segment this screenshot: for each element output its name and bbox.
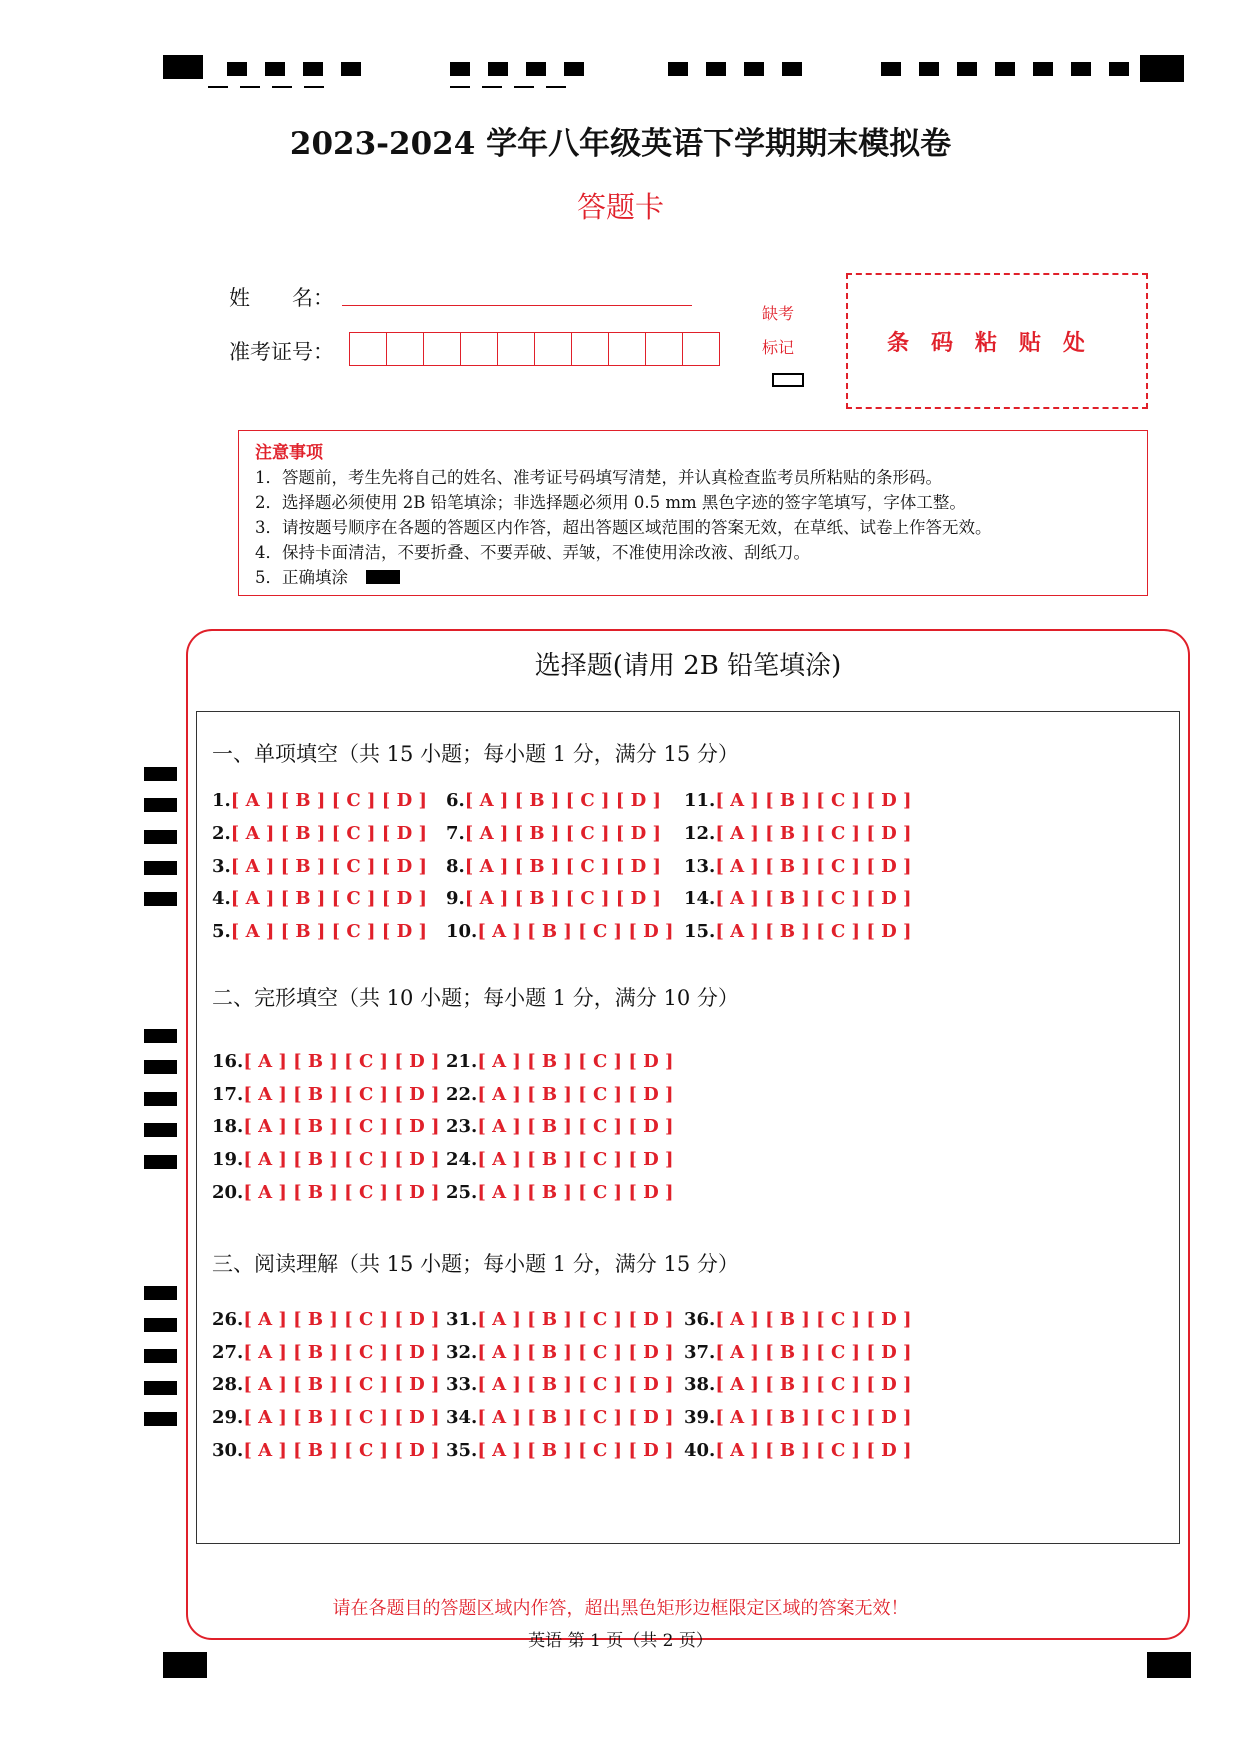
- answer-options[interactable]: [ A ] [ B ] [ C ] [ D ]: [477, 1440, 674, 1461]
- question-number: 10.: [446, 921, 478, 942]
- answer-options[interactable]: [ A ] [ B ] [ C ] [ D ]: [230, 823, 427, 844]
- absent-label-2: 标记: [762, 338, 795, 357]
- question-number: 40.: [684, 1440, 716, 1461]
- question-row[interactable]: [684, 790, 912, 811]
- question-number: 15.: [684, 921, 716, 942]
- id-digit-box[interactable]: [535, 333, 572, 365]
- question-row[interactable]: [446, 790, 661, 811]
- note-item: 3．请按题号顺序在各题的答题区内作答，超出答题区域范围的答案无效，在草纸、试卷上作答无效。: [255, 518, 992, 537]
- timing-mark: [163, 1652, 207, 1678]
- question-row[interactable]: [446, 1084, 674, 1105]
- answer-options[interactable]: [ A ] [ B ] [ C ] [ D ]: [243, 1182, 440, 1203]
- question-number: 30.: [212, 1440, 244, 1461]
- note-item: 4．保持卡面清洁，不要折叠、不要弄破、弄皱，不准使用涂改液、刮纸刀。: [255, 543, 810, 562]
- timing-mark: [782, 62, 802, 76]
- question-number: 13.: [684, 856, 716, 877]
- timing-dash: [240, 86, 260, 88]
- answer-options[interactable]: [ A ] [ B ] [ C ] [ D ]: [477, 1374, 674, 1395]
- timing-mark: [526, 62, 546, 76]
- question-row[interactable]: [212, 1407, 440, 1428]
- page-title: 2023-2024 学年八年级英语下学期期末模拟卷: [289, 126, 952, 162]
- id-digit-box[interactable]: [424, 333, 461, 365]
- timing-mark: [163, 55, 203, 79]
- question-number: 23.: [446, 1116, 478, 1137]
- question-number: 2.: [212, 823, 231, 844]
- question-row[interactable]: [446, 1116, 674, 1137]
- question-row[interactable]: [212, 888, 427, 909]
- timing-mark: [341, 62, 361, 76]
- name-label: 姓 名：: [229, 286, 334, 310]
- notes-box: [238, 430, 1148, 596]
- notes-heading: 注意事项: [255, 443, 323, 463]
- answer-options[interactable]: [ A ] [ B ] [ C ] [ D ]: [464, 790, 661, 811]
- question-number: 38.: [684, 1374, 716, 1395]
- timing-mark: [564, 62, 584, 76]
- timing-mark: [919, 62, 939, 76]
- question-row[interactable]: [212, 1084, 440, 1105]
- question-row[interactable]: [684, 1309, 912, 1330]
- question-row[interactable]: [446, 1440, 674, 1461]
- question-number: 21.: [446, 1051, 478, 1072]
- timing-mark: [1033, 62, 1053, 76]
- timing-mark: [144, 1029, 177, 1043]
- part-heading-1: 一、单项填空（共 15 小题；每小题 1 分，满分 15 分）: [212, 742, 739, 766]
- timing-mark: [881, 62, 901, 76]
- timing-mark: [303, 62, 323, 76]
- question-number: 26.: [212, 1309, 244, 1330]
- question-number: 33.: [446, 1374, 478, 1395]
- question-row[interactable]: [446, 1407, 674, 1428]
- timing-mark: [744, 62, 764, 76]
- answer-options[interactable]: [ A ] [ B ] [ C ] [ D ]: [230, 790, 427, 811]
- answer-options[interactable]: [ A ] [ B ] [ C ] [ D ]: [477, 1084, 674, 1105]
- timing-mark: [144, 1123, 177, 1137]
- timing-mark: [488, 62, 508, 76]
- timing-mark: [144, 1092, 177, 1106]
- part-heading-2: 二、完形填空（共 10 小题；每小题 1 分，满分 10 分）: [212, 986, 739, 1010]
- timing-dash: [450, 86, 470, 88]
- question-row[interactable]: [212, 1116, 440, 1137]
- answer-options[interactable]: [ A ] [ B ] [ C ] [ D ]: [715, 1309, 912, 1330]
- question-number: 7.: [446, 823, 465, 844]
- answer-options[interactable]: [ A ] [ B ] [ C ] [ D ]: [477, 1116, 674, 1137]
- timing-mark: [957, 62, 977, 76]
- timing-mark: [668, 62, 688, 76]
- timing-dash: [514, 86, 534, 88]
- timing-dash: [546, 86, 566, 88]
- timing-mark: [144, 1381, 177, 1395]
- answer-options[interactable]: [ A ] [ B ] [ C ] [ D ]: [243, 1440, 440, 1461]
- answer-options[interactable]: [ A ] [ B ] [ C ] [ D ]: [715, 921, 912, 942]
- timing-mark: [144, 1349, 177, 1363]
- question-row[interactable]: [212, 1182, 440, 1203]
- answer-options[interactable]: [ A ] [ B ] [ C ] [ D ]: [477, 1407, 674, 1428]
- question-row[interactable]: [212, 1051, 440, 1072]
- question-row[interactable]: [446, 888, 661, 909]
- question-number: 17.: [212, 1084, 244, 1105]
- answer-options[interactable]: [ A ] [ B ] [ C ] [ D ]: [243, 1309, 440, 1330]
- timing-dash: [482, 86, 502, 88]
- timing-mark: [144, 1286, 177, 1300]
- question-row[interactable]: [446, 1342, 674, 1363]
- question-row[interactable]: [212, 790, 427, 811]
- question-number: 5.: [212, 921, 231, 942]
- id-digit-box[interactable]: [683, 333, 719, 365]
- timing-dash: [272, 86, 292, 88]
- question-row[interactable]: [212, 1440, 440, 1461]
- timing-mark: [144, 1318, 177, 1332]
- timing-mark: [706, 62, 726, 76]
- answer-options[interactable]: [ A ] [ B ] [ C ] [ D ]: [715, 1374, 912, 1395]
- id-digit-box[interactable]: [498, 333, 535, 365]
- answer-options[interactable]: [ A ] [ B ] [ C ] [ D ]: [243, 1342, 440, 1363]
- timing-mark: [144, 767, 177, 781]
- question-number: 18.: [212, 1116, 244, 1137]
- note-item: 1．答题前，考生先将自己的姓名、准考证号码填写清楚，并认真检查监考员所粘贴的条形码。: [255, 468, 942, 487]
- question-row[interactable]: [446, 1374, 674, 1395]
- answer-options[interactable]: [ A ] [ B ] [ C ] [ D ]: [477, 1051, 674, 1072]
- question-number: 8.: [446, 856, 465, 877]
- timing-mark: [144, 1060, 177, 1074]
- question-number: 35.: [446, 1440, 478, 1461]
- timing-mark: [1071, 62, 1091, 76]
- question-number: 28.: [212, 1374, 244, 1395]
- answer-options[interactable]: [ A ] [ B ] [ C ] [ D ]: [243, 1051, 440, 1072]
- question-row[interactable]: [684, 823, 912, 844]
- id-label: 准考证号：: [229, 340, 334, 364]
- absent-label-1: 缺考: [762, 304, 795, 323]
- question-number: 36.: [684, 1309, 716, 1330]
- question-number: 4.: [212, 888, 231, 909]
- note-item: 2．选择题必须使用 2B 铅笔填涂；非选择题必须用 0.5 mm 黑色字迹的签字笔填写，字体工整。: [255, 493, 966, 512]
- question-number: 20.: [212, 1182, 244, 1203]
- note-item: 5．正确填涂: [255, 568, 348, 587]
- question-number: 34.: [446, 1407, 478, 1428]
- id-digit-box[interactable]: [461, 333, 498, 365]
- answer-options[interactable]: [ A ] [ B ] [ C ] [ D ]: [464, 888, 661, 909]
- answer-options[interactable]: [ A ] [ B ] [ C ] [ D ]: [477, 1342, 674, 1363]
- timing-mark: [144, 861, 177, 875]
- answer-options[interactable]: [ A ] [ B ] [ C ] [ D ]: [715, 888, 912, 909]
- id-digit-box[interactable]: [387, 333, 424, 365]
- question-row[interactable]: [684, 1342, 912, 1363]
- question-number: 24.: [446, 1149, 478, 1170]
- name-field[interactable]: [342, 305, 692, 306]
- answer-options[interactable]: [ A ] [ B ] [ C ] [ D ]: [230, 888, 427, 909]
- question-number: 27.: [212, 1342, 244, 1363]
- id-digit-box[interactable]: [572, 333, 609, 365]
- answer-options[interactable]: [ A ] [ B ] [ C ] [ D ]: [464, 856, 661, 877]
- answer-options[interactable]: [ A ] [ B ] [ C ] [ D ]: [477, 1309, 674, 1330]
- question-row[interactable]: [446, 1182, 674, 1203]
- question-number: 29.: [212, 1407, 244, 1428]
- answer-options[interactable]: [ A ] [ B ] [ C ] [ D ]: [243, 1116, 440, 1137]
- question-number: 25.: [446, 1182, 478, 1203]
- question-row[interactable]: [212, 856, 427, 877]
- timing-mark: [265, 62, 285, 76]
- answer-options[interactable]: [ A ] [ B ] [ C ] [ D ]: [477, 1149, 674, 1170]
- timing-mark: [144, 892, 177, 906]
- answer-options[interactable]: [ A ] [ B ] [ C ] [ D ]: [243, 1084, 440, 1105]
- question-row[interactable]: [212, 1309, 440, 1330]
- timing-mark: [144, 798, 177, 812]
- barcode-area: [846, 273, 1148, 409]
- page-footer: 英语 第 1 页（共 2 页）: [528, 1631, 713, 1651]
- id-digit-box[interactable]: [646, 333, 683, 365]
- question-row[interactable]: [212, 1149, 440, 1170]
- fill-sample-mark: [366, 570, 400, 584]
- answer-options[interactable]: [ A ] [ B ] [ C ] [ D ]: [230, 921, 427, 942]
- question-row[interactable]: [446, 1309, 674, 1330]
- question-number: 16.: [212, 1051, 244, 1072]
- question-row[interactable]: [684, 921, 912, 942]
- answer-options[interactable]: [ A ] [ B ] [ C ] [ D ]: [715, 823, 912, 844]
- answer-options[interactable]: [ A ] [ B ] [ C ] [ D ]: [715, 1342, 912, 1363]
- candidate-id-boxes[interactable]: [349, 332, 720, 366]
- timing-mark: [1140, 55, 1184, 82]
- question-number: 6.: [446, 790, 465, 811]
- question-row[interactable]: [684, 856, 912, 877]
- id-digit-box[interactable]: [609, 333, 646, 365]
- question-number: 1.: [212, 790, 231, 811]
- question-number: 32.: [446, 1342, 478, 1363]
- id-digit-box[interactable]: [350, 333, 387, 365]
- timing-mark: [995, 62, 1015, 76]
- answer-options[interactable]: [ A ] [ B ] [ C ] [ D ]: [243, 1374, 440, 1395]
- timing-mark: [144, 1155, 177, 1169]
- question-row[interactable]: [446, 1051, 674, 1072]
- question-number: 14.: [684, 888, 716, 909]
- answer-options[interactable]: [ A ] [ B ] [ C ] [ D ]: [715, 790, 912, 811]
- absent-mark-box[interactable]: [772, 373, 804, 387]
- answer-options[interactable]: [ A ] [ B ] [ C ] [ D ]: [230, 856, 427, 877]
- barcode-label: 条码粘贴处: [886, 329, 1107, 356]
- question-row[interactable]: [684, 1440, 912, 1461]
- question-row[interactable]: [446, 921, 674, 942]
- answer-area-warning: 请在各题目的答题区域内作答，超出黑色矩形边框限定区域的答案无效！: [332, 1598, 909, 1619]
- answer-options[interactable]: [ A ] [ B ] [ C ] [ D ]: [715, 856, 912, 877]
- timing-mark: [450, 62, 470, 76]
- timing-dash: [208, 86, 228, 88]
- answer-options[interactable]: [ A ] [ B ] [ C ] [ D ]: [243, 1149, 440, 1170]
- question-row[interactable]: [684, 1407, 912, 1428]
- question-number: 3.: [212, 856, 231, 877]
- question-row[interactable]: [212, 1374, 440, 1395]
- answer-options[interactable]: [ A ] [ B ] [ C ] [ D ]: [243, 1407, 440, 1428]
- question-number: 19.: [212, 1149, 244, 1170]
- timing-mark: [144, 1412, 177, 1426]
- question-number: 12.: [684, 823, 716, 844]
- timing-mark: [1109, 62, 1129, 76]
- answer-options[interactable]: [ A ] [ B ] [ C ] [ D ]: [477, 1182, 674, 1203]
- question-row[interactable]: [446, 823, 661, 844]
- page-subtitle: 答题卡: [576, 190, 664, 224]
- answer-options[interactable]: [ A ] [ B ] [ C ] [ D ]: [715, 1407, 912, 1428]
- question-number: 9.: [446, 888, 465, 909]
- timing-mark: [227, 62, 247, 76]
- question-number: 31.: [446, 1309, 478, 1330]
- section-title: 选择题(请用 2B 铅笔填涂): [534, 651, 842, 681]
- question-number: 11.: [684, 790, 716, 811]
- answer-options[interactable]: [ A ] [ B ] [ C ] [ D ]: [464, 823, 661, 844]
- question-row[interactable]: [212, 1342, 440, 1363]
- question-row[interactable]: [212, 921, 427, 942]
- timing-dash: [304, 86, 324, 88]
- question-number: 37.: [684, 1342, 716, 1363]
- question-row[interactable]: [212, 823, 427, 844]
- part-heading-3: 三、阅读理解（共 15 小题；每小题 1 分，满分 15 分）: [212, 1252, 739, 1276]
- question-row[interactable]: [684, 1374, 912, 1395]
- answer-options[interactable]: [ A ] [ B ] [ C ] [ D ]: [477, 921, 674, 942]
- question-number: 22.: [446, 1084, 478, 1105]
- timing-mark: [1147, 1652, 1191, 1678]
- question-row[interactable]: [684, 888, 912, 909]
- answer-options[interactable]: [ A ] [ B ] [ C ] [ D ]: [715, 1440, 912, 1461]
- timing-mark: [144, 830, 177, 844]
- question-row[interactable]: [446, 1149, 674, 1170]
- question-number: 39.: [684, 1407, 716, 1428]
- question-row[interactable]: [446, 856, 661, 877]
